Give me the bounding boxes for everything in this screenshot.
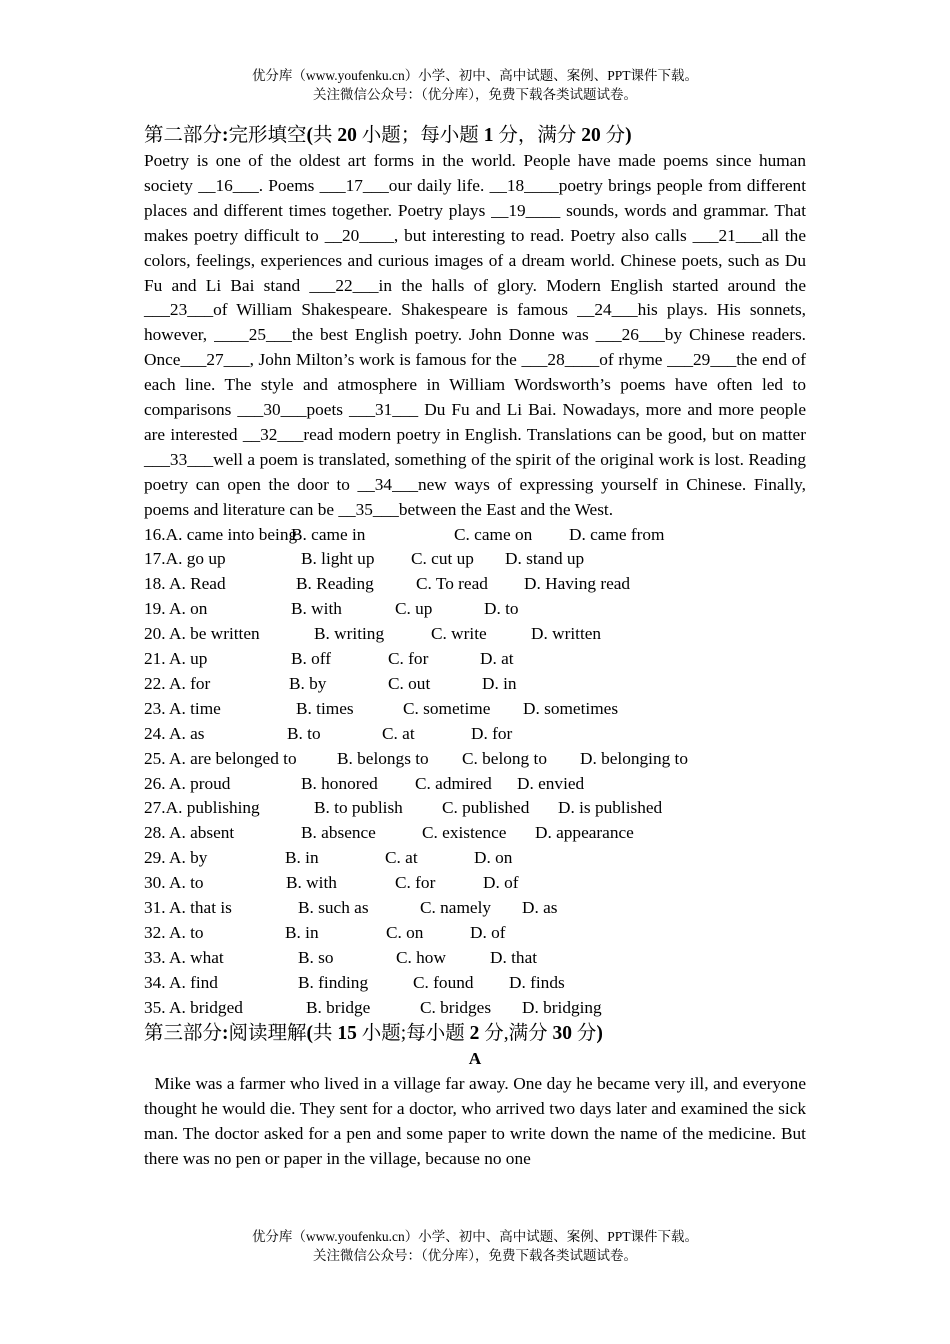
option-d: D. sometimes <box>523 698 619 718</box>
option-d: D. is published <box>558 798 663 818</box>
option-a: A. what <box>168 947 224 967</box>
option-c: C. came on <box>454 524 533 544</box>
footer-line-2: 关注微信公众号：（优分库），免费下载各类试题试卷。 <box>313 1248 637 1263</box>
option-b: B. to <box>287 723 321 743</box>
section-title-text: 30 <box>552 1023 572 1045</box>
option-a: A. absent <box>168 823 235 843</box>
option-a: A. proud <box>168 773 231 793</box>
question-number: 30. <box>144 873 169 893</box>
section-title-text: 小题;每小题 <box>356 1023 470 1045</box>
question-number-option-a <box>144 547 226 572</box>
option-a: A. Read <box>168 574 226 594</box>
question-row <box>144 523 806 548</box>
section-title-text: 分 <box>600 125 626 146</box>
option-c: C. on <box>386 922 424 942</box>
question-number: 16. <box>144 524 166 544</box>
option-d: D. to <box>484 599 519 619</box>
section-title-text: 共 <box>313 125 338 146</box>
question-number-option-a <box>144 597 207 622</box>
question-number-option-a <box>144 921 204 946</box>
option-d: D. Having read <box>524 574 631 594</box>
question-number: 28. <box>144 823 169 843</box>
option-c: C. cut up <box>411 549 474 569</box>
option-c: C. found <box>413 972 474 992</box>
question-row <box>144 796 806 821</box>
option-d: D. belonging to <box>580 748 688 768</box>
option-b: B. by <box>289 673 327 693</box>
question-number: 35. <box>144 997 169 1017</box>
question-number-option-a <box>144 896 232 921</box>
question-number: 29. <box>144 848 169 868</box>
option-b: B. to publish <box>314 798 403 818</box>
option-b: B. with <box>291 599 342 619</box>
option-c: C. for <box>388 649 429 669</box>
option-c: C. published <box>442 798 530 818</box>
section-title-text: 15 <box>337 1023 357 1045</box>
option-b: B. bridge <box>306 997 371 1017</box>
option-d: D. in <box>482 673 517 693</box>
option-b: B. such as <box>298 897 369 917</box>
page-header <box>0 66 950 104</box>
section-title-text: 第二部分 <box>144 125 223 146</box>
option-a: A. find <box>168 972 218 992</box>
option-b: B. finding <box>298 972 369 992</box>
option-b: B. with <box>286 873 337 893</box>
section-title-text: ) <box>625 125 632 146</box>
option-c: C. how <box>396 947 446 967</box>
option-c: C. for <box>395 873 436 893</box>
question-row <box>144 871 806 896</box>
option-d: D. came from <box>569 524 665 544</box>
question-row <box>144 996 806 1021</box>
question-number-option-a <box>144 871 204 896</box>
option-d: D. on <box>474 848 513 868</box>
cloze-passage: Poetry is one of the oldest art forms in the world. People have made poems since human society __16___. Poems ___17___our daily life. __18____poetry brings people from different places and different times together. Poetry plays __19____ sounds, words and grammar. That makes poetry difficult to __20____, but interesting to read. Poetry also calls ___21___all the colors, feelings, experiences and curious images of a dream world. Chinese poets, such as Du Fu and Li Bai stand ___22___in the halls of glory. Modern English started around the ___23___of William Shakespeare. Shakespeare is famous __24___his plays. His sonnets, however, ____25___the best English poetry. John Donne was ___26___by Chinese readers. Once___27___, John Milton’s work is famous for the ___28____of rhyme ___29___the end of each line. The style and atmosphere in William Wordsworth’s poems have often led to comparisons ___30___poets ___31___ Du Fu and Li Bai. Nowadays, more and more people are interested __32___read modern poetry in English. Translations can be good, but on matter ___33___well a poem is translated, something of the spirit of the original work is lost. Reading poetry can open the door to __34___new ways of expressing yourself in Chinese. Finally, poems and literature can be __35___between the East and the West. <box>144 151 806 519</box>
question-row <box>144 672 806 697</box>
page-content <box>144 122 806 1172</box>
option-c: C. up <box>395 599 433 619</box>
section-title-text: ) <box>596 1023 603 1045</box>
option-d: D. that <box>490 947 538 967</box>
question-number-option-a <box>144 722 205 747</box>
option-d: D. finds <box>509 972 565 992</box>
question-number-option-a <box>144 821 234 846</box>
question-row <box>144 722 806 747</box>
question-row <box>144 821 806 846</box>
section-title-text: 共 <box>313 1023 338 1045</box>
option-c: C. admired <box>415 773 492 793</box>
question-number: 32. <box>144 922 169 942</box>
question-number: 19. <box>144 599 169 619</box>
option-b: B. in <box>285 922 319 942</box>
question-row <box>144 647 806 672</box>
option-a: A. bridged <box>168 997 243 1017</box>
option-c: C. namely <box>420 897 492 917</box>
question-number: 27. <box>144 798 166 818</box>
option-a: A. as <box>168 723 205 743</box>
question-row <box>144 772 806 797</box>
section-title-text: : <box>222 1023 229 1045</box>
option-b: B. honored <box>301 773 378 793</box>
section-title-text: ( <box>306 125 314 146</box>
option-a: A. are belonged to <box>168 748 297 768</box>
option-d: D. of <box>483 873 519 893</box>
option-c: C. belong to <box>462 748 547 768</box>
section-title-text: : <box>222 125 229 146</box>
option-d: D. at <box>480 649 514 669</box>
question-number-option-a <box>144 572 226 597</box>
question-number-option-a <box>144 523 297 548</box>
option-c: C. existence <box>422 823 507 843</box>
section-3-title <box>144 1020 806 1047</box>
option-a: A. to <box>168 873 204 893</box>
question-row <box>144 547 806 572</box>
option-c: C. To read <box>416 574 488 594</box>
question-row <box>144 971 806 996</box>
option-d: D. stand up <box>505 549 585 569</box>
passage-a-heading: A <box>468 1049 482 1069</box>
question-row <box>144 697 806 722</box>
section-title-text: 20 <box>581 125 601 146</box>
header-line-1: 优分库（www.youfenku.cn）小学、初中、高中试题、案例、PPT课件下载。 <box>251 68 699 83</box>
option-d: D. as <box>522 897 558 917</box>
section-2-title <box>144 122 806 149</box>
option-b: B. writing <box>314 624 385 644</box>
option-a: A. be written <box>168 624 260 644</box>
question-row <box>144 846 806 871</box>
option-b: B. light up <box>301 549 375 569</box>
question-number: 24. <box>144 723 169 743</box>
option-b: B. Reading <box>296 574 374 594</box>
question-number: 23. <box>144 698 169 718</box>
option-b: B. off <box>291 649 332 669</box>
option-b: B. absence <box>301 823 376 843</box>
option-a: A. that is <box>168 897 232 917</box>
question-number-option-a <box>144 672 210 697</box>
question-number: 33. <box>144 947 169 967</box>
question-number-option-a <box>144 622 260 647</box>
question-number-option-a <box>144 796 260 821</box>
question-row <box>144 622 806 647</box>
option-d: D. appearance <box>535 823 634 843</box>
question-number: 26. <box>144 773 169 793</box>
option-c: C. out <box>388 673 431 693</box>
page-footer <box>0 1227 950 1265</box>
section-title-text: 第三部分 <box>144 1023 223 1045</box>
question-number-option-a <box>144 946 224 971</box>
section-title-text: 2 <box>469 1023 480 1045</box>
option-c: C. at <box>382 723 415 743</box>
section-title-text: 分，满分 <box>493 125 582 146</box>
option-c: C. write <box>431 624 487 644</box>
question-number: 18. <box>144 574 169 594</box>
question-number: 20. <box>144 624 169 644</box>
question-number-option-a <box>144 996 243 1021</box>
section-title-text: 分 <box>571 1023 597 1045</box>
question-number-option-a <box>144 697 221 722</box>
option-b: B. belongs to <box>337 748 429 768</box>
option-d: D. written <box>531 624 602 644</box>
question-row <box>144 896 806 921</box>
footer-line-1: 优分库（www.youfenku.cn）小学、初中、高中试题、案例、PPT课件下载。 <box>251 1229 699 1244</box>
option-b: B. came in <box>291 524 366 544</box>
option-a: A. for <box>168 673 211 693</box>
question-row <box>144 921 806 946</box>
section-title-text: 小题；每小题 <box>356 125 484 146</box>
question-row <box>144 572 806 597</box>
option-a: A. up <box>168 649 208 669</box>
option-a: A. to <box>168 922 204 942</box>
question-row <box>144 597 806 622</box>
option-a: A. time <box>168 698 221 718</box>
reading-passage-a: Mike was a farmer who lived in a village far away. One day he became very ill, and everyone thought he would die. They sent for a doctor, who arrived two days later and examined the sick man. The doctor asked for a pen and some paper to write down the name of the medicine. But there was no pen or paper in the village, because no one <box>144 1074 806 1169</box>
question-list <box>144 523 806 1021</box>
question-number: 25. <box>144 748 169 768</box>
option-a: A. publishing <box>165 798 260 818</box>
question-number: 31. <box>144 897 169 917</box>
question-number-option-a <box>144 772 230 797</box>
option-a: A. came into being <box>165 524 298 544</box>
section-title-text: 阅读理解 <box>228 1023 307 1045</box>
question-number: 21. <box>144 649 169 669</box>
section-title-text: ( <box>306 1023 314 1045</box>
option-c: C. sometime <box>403 698 491 718</box>
option-c: C. bridges <box>420 997 492 1017</box>
option-b: B. in <box>285 848 319 868</box>
option-a: A. go up <box>165 549 226 569</box>
option-d: D. of <box>470 922 506 942</box>
option-d: D. for <box>471 723 513 743</box>
option-b: B. so <box>298 947 334 967</box>
section-title-text: 20 <box>337 125 357 146</box>
question-number-option-a <box>144 846 207 871</box>
section-title-text: 1 <box>483 125 494 146</box>
section-title-text: 分,满分 <box>479 1023 553 1045</box>
question-number: 17. <box>144 549 166 569</box>
question-number-option-a <box>144 747 297 772</box>
option-b: B. times <box>296 698 354 718</box>
question-number: 22. <box>144 673 169 693</box>
question-number-option-a <box>144 971 218 996</box>
option-c: C. at <box>385 848 418 868</box>
question-number: 34. <box>144 972 169 992</box>
header-line-2: 关注微信公众号：（优分库），免费下载各类试题试卷。 <box>313 87 637 102</box>
option-a: A. by <box>168 848 208 868</box>
question-number-option-a <box>144 647 207 672</box>
section-title-text: 完形填空 <box>228 125 307 146</box>
option-d: D. bridging <box>522 997 602 1017</box>
option-a: A. on <box>168 599 208 619</box>
question-row <box>144 946 806 971</box>
option-d: D. envied <box>517 773 585 793</box>
question-row <box>144 747 806 772</box>
